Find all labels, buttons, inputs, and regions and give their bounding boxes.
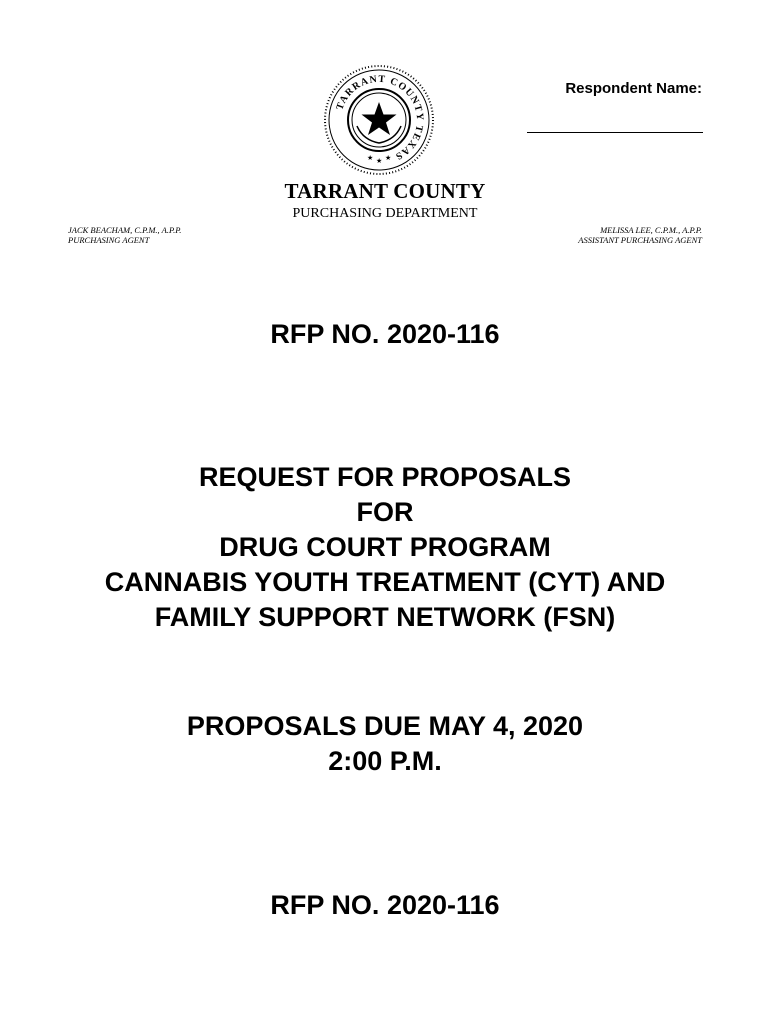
title-line: FOR [356,497,414,527]
svg-text:★: ★ [376,157,383,165]
rfp-number-top: RFP NO. 2020-116 [270,319,500,349]
organization-department: PURCHASING DEPARTMENT [292,206,478,221]
due-date-line: PROPOSALS DUE MAY 4, 2020 [186,711,584,741]
due-date-block [0,709,770,779]
seal-ring-text: TARRANT COUNTY TEXAS [334,73,426,163]
respondent-name-field[interactable] [527,132,703,133]
due-time-line: 2:00 P.M. [328,746,442,776]
respondent-name-label: Respondent Name: [565,80,702,97]
organization-name: TARRANT COUNTY [284,179,486,203]
title-line: FAMILY SUPPORT NETWORK (FSN) [154,602,616,632]
assistant-agent-block [578,225,702,245]
purchasing-agent-block [68,225,181,245]
purchasing-agent-title: PURCHASING AGENT [68,235,150,245]
title-line: DRUG COURT PROGRAM [219,532,551,562]
title-line: CANNABIS YOUTH TREATMENT (CYT) AND [104,567,666,597]
document-title [0,460,770,635]
county-seal [323,64,435,176]
title-line: REQUEST FOR PROPOSALS [198,462,572,492]
star-seal-icon [323,64,435,176]
rfp-number-bottom: RFP NO. 2020-116 [270,890,500,920]
purchasing-agent-name: JACK BEACHAM, C.P.M., A.P.P. [68,225,182,235]
assistant-agent-name: MELISSA LEE, C.P.M., A.P.P. [600,225,702,235]
svg-text:★: ★ [385,154,392,162]
assistant-agent-title: ASSISTANT PURCHASING AGENT [578,235,702,245]
svg-text:★: ★ [367,154,374,162]
